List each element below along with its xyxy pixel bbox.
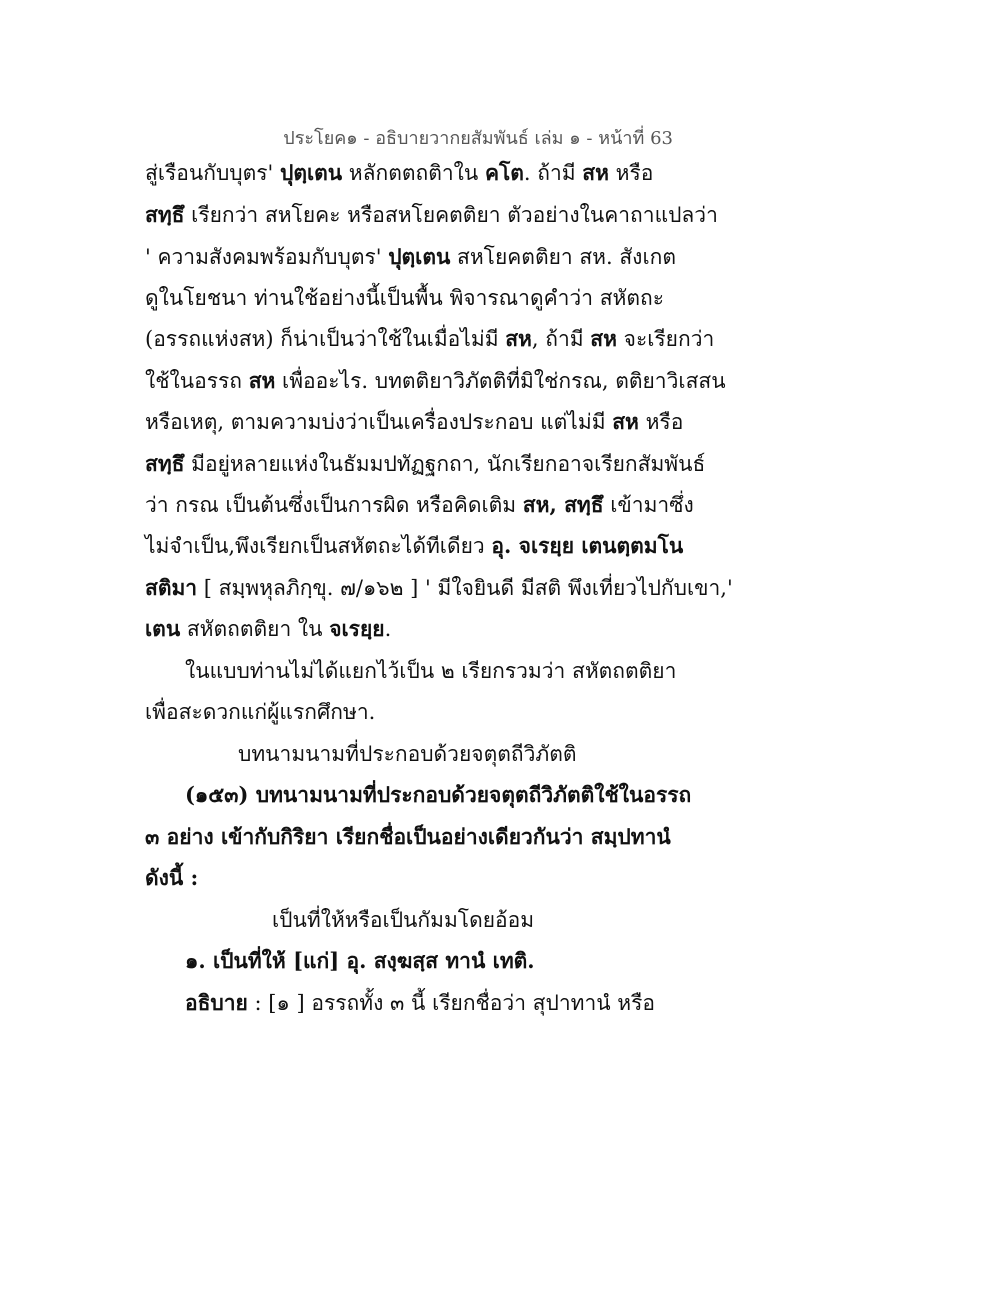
bold-text: ปุตฺเตน bbox=[388, 244, 451, 269]
text-run: ไม่จำเป็น,พึงเรียกเป็นสหัตถะได้ทีเดียว bbox=[145, 534, 492, 558]
text-run: มีอยู่หลายแห่งในธัมมปทัฏฐกถา, นักเรียกอาจเรียกสัมพันธ์ bbox=[184, 452, 706, 476]
text-line bbox=[145, 324, 714, 354]
text-run: เพื่ออะไร. บทตติยาวิภัตติที่มิใช่กรณ, ตติยาวิเสสน bbox=[275, 369, 726, 393]
text-line bbox=[272, 905, 534, 935]
bold-text: เตน bbox=[145, 616, 181, 641]
text-run: ใช้ในอรรถ bbox=[145, 369, 249, 393]
page-header: ประโยค๑ - อธิบายวากยสัมพันธ์ เล่ม ๑ - หน้าที่ 63 bbox=[283, 128, 673, 149]
text-line bbox=[145, 158, 653, 188]
text-line bbox=[145, 366, 726, 396]
text-line bbox=[238, 739, 576, 769]
text-line bbox=[145, 283, 664, 313]
text-run: เพื่อสะดวกแก่ผู้แรกศึกษา. bbox=[145, 700, 376, 724]
text-run: สู่เรือนกับบุตร' bbox=[145, 161, 280, 185]
text-line bbox=[145, 407, 683, 437]
text-run: หลักตตถติาใน bbox=[342, 161, 485, 185]
text-run: ดูในโยชนา ท่านใช้อย่างนี้เป็นพื้น พิจารณาดูคำว่า สหัตถะ bbox=[145, 286, 664, 310]
bold-text: สห, สทฺธึ bbox=[522, 492, 604, 517]
bold-text: (๑๕๓) บทนามนามที่ประกอบด้วยจตุตถีวิภัตติใช้ในอรรถ bbox=[185, 782, 692, 807]
bold-text: สห bbox=[248, 368, 276, 393]
text-run: เรียกว่า สหโยคะ หรือสหโยคตติยา ตัวอย่างในคาถาแปลว่า bbox=[184, 203, 718, 227]
text-line bbox=[185, 946, 535, 976]
bold-text: อุ. จเรยฺย เตนตฺตมโน bbox=[491, 533, 684, 558]
text-line bbox=[145, 822, 671, 852]
text-run: หรือเหตุ, ตามความบ่งว่าเป็นเครื่องประกอบ แต่ไม่มี bbox=[145, 410, 613, 434]
bold-text: สห bbox=[590, 326, 617, 351]
text-run: สหัตถตติยา ใน bbox=[180, 617, 330, 641]
bold-text: สติมา bbox=[145, 575, 198, 600]
text-run: . bbox=[384, 617, 392, 641]
text-run: [ สมฺพหุลภิกฺขุ. ๗/๑๖๒ ] ' มีใจยินดี มีสติ พึงเที่ยวไปกับเขา,' bbox=[197, 576, 733, 600]
text-line bbox=[145, 449, 705, 479]
text-run: ว่า กรณ เป็นต้นซึ่งเป็นการผิด หรือคิดเติม bbox=[145, 493, 523, 517]
text-line bbox=[185, 988, 655, 1018]
text-line bbox=[145, 614, 391, 644]
text-run: หรือ bbox=[638, 410, 684, 434]
text-line bbox=[145, 697, 375, 727]
text-line bbox=[145, 531, 683, 561]
bold-text: จเรยฺย bbox=[329, 616, 385, 641]
bold-text: สห bbox=[505, 326, 532, 351]
text-run: จะเรียกว่า bbox=[616, 327, 715, 351]
text-run: เป็นที่ให้หรือเป็นกัมมโดยอ้อม bbox=[272, 908, 535, 932]
bold-text: สทฺธึ bbox=[145, 202, 185, 227]
text-line bbox=[145, 242, 676, 272]
text-run: เข้ามาซึ่ง bbox=[603, 493, 694, 517]
bold-text: คโต bbox=[484, 160, 524, 185]
bold-text: ๓ อย่าง เข้ากับกิริยา เรียกชื่อเป็นอย่างเดียวกันว่า สมฺปทานํ bbox=[145, 824, 671, 849]
text-line bbox=[145, 573, 733, 603]
text-line bbox=[185, 656, 676, 686]
text-run: บทนามนามที่ประกอบด้วยจตุตถีวิภัตติ bbox=[238, 742, 577, 766]
bold-text: สทฺธึ bbox=[145, 451, 185, 476]
bold-text: อธิบาย bbox=[185, 990, 248, 1015]
text-run: ' ความสังคมพร้อมกับบุตร' bbox=[145, 245, 389, 269]
bold-text: ๑. เป็นที่ให้ [แก่] อุ. สงฺฆสฺส ทานํ เทติ. bbox=[185, 948, 535, 973]
bold-text: ดังนี้ : bbox=[145, 865, 199, 890]
text-run: สหโยคตติยา สห. สังเกต bbox=[450, 245, 676, 269]
text-line bbox=[145, 490, 694, 520]
bold-text: สห bbox=[582, 160, 609, 185]
bold-text: ปุตฺเตน bbox=[279, 160, 343, 185]
text-run: หรือ bbox=[608, 161, 654, 185]
text-line bbox=[145, 863, 198, 893]
text-line bbox=[185, 780, 691, 810]
text-run: (อรรถแห่งสห) ก็น่าเป็นว่าใช้ในเมื่อไม่มี bbox=[145, 327, 506, 351]
text-line bbox=[145, 200, 718, 230]
text-run: . ถ้ามี bbox=[523, 161, 583, 185]
text-run: : [๑ ] อรรถทั้ง ๓ นี้ เรียกชื่อว่า สุปาทานํ หรือ bbox=[247, 991, 656, 1015]
text-run: ในแบบท่านไม่ได้แยกไว้เป็น ๒ เรียกรวมว่า สหัตถตติยา bbox=[185, 659, 677, 683]
text-run: , ถ้ามี bbox=[531, 327, 591, 351]
bold-text: สห bbox=[612, 409, 639, 434]
